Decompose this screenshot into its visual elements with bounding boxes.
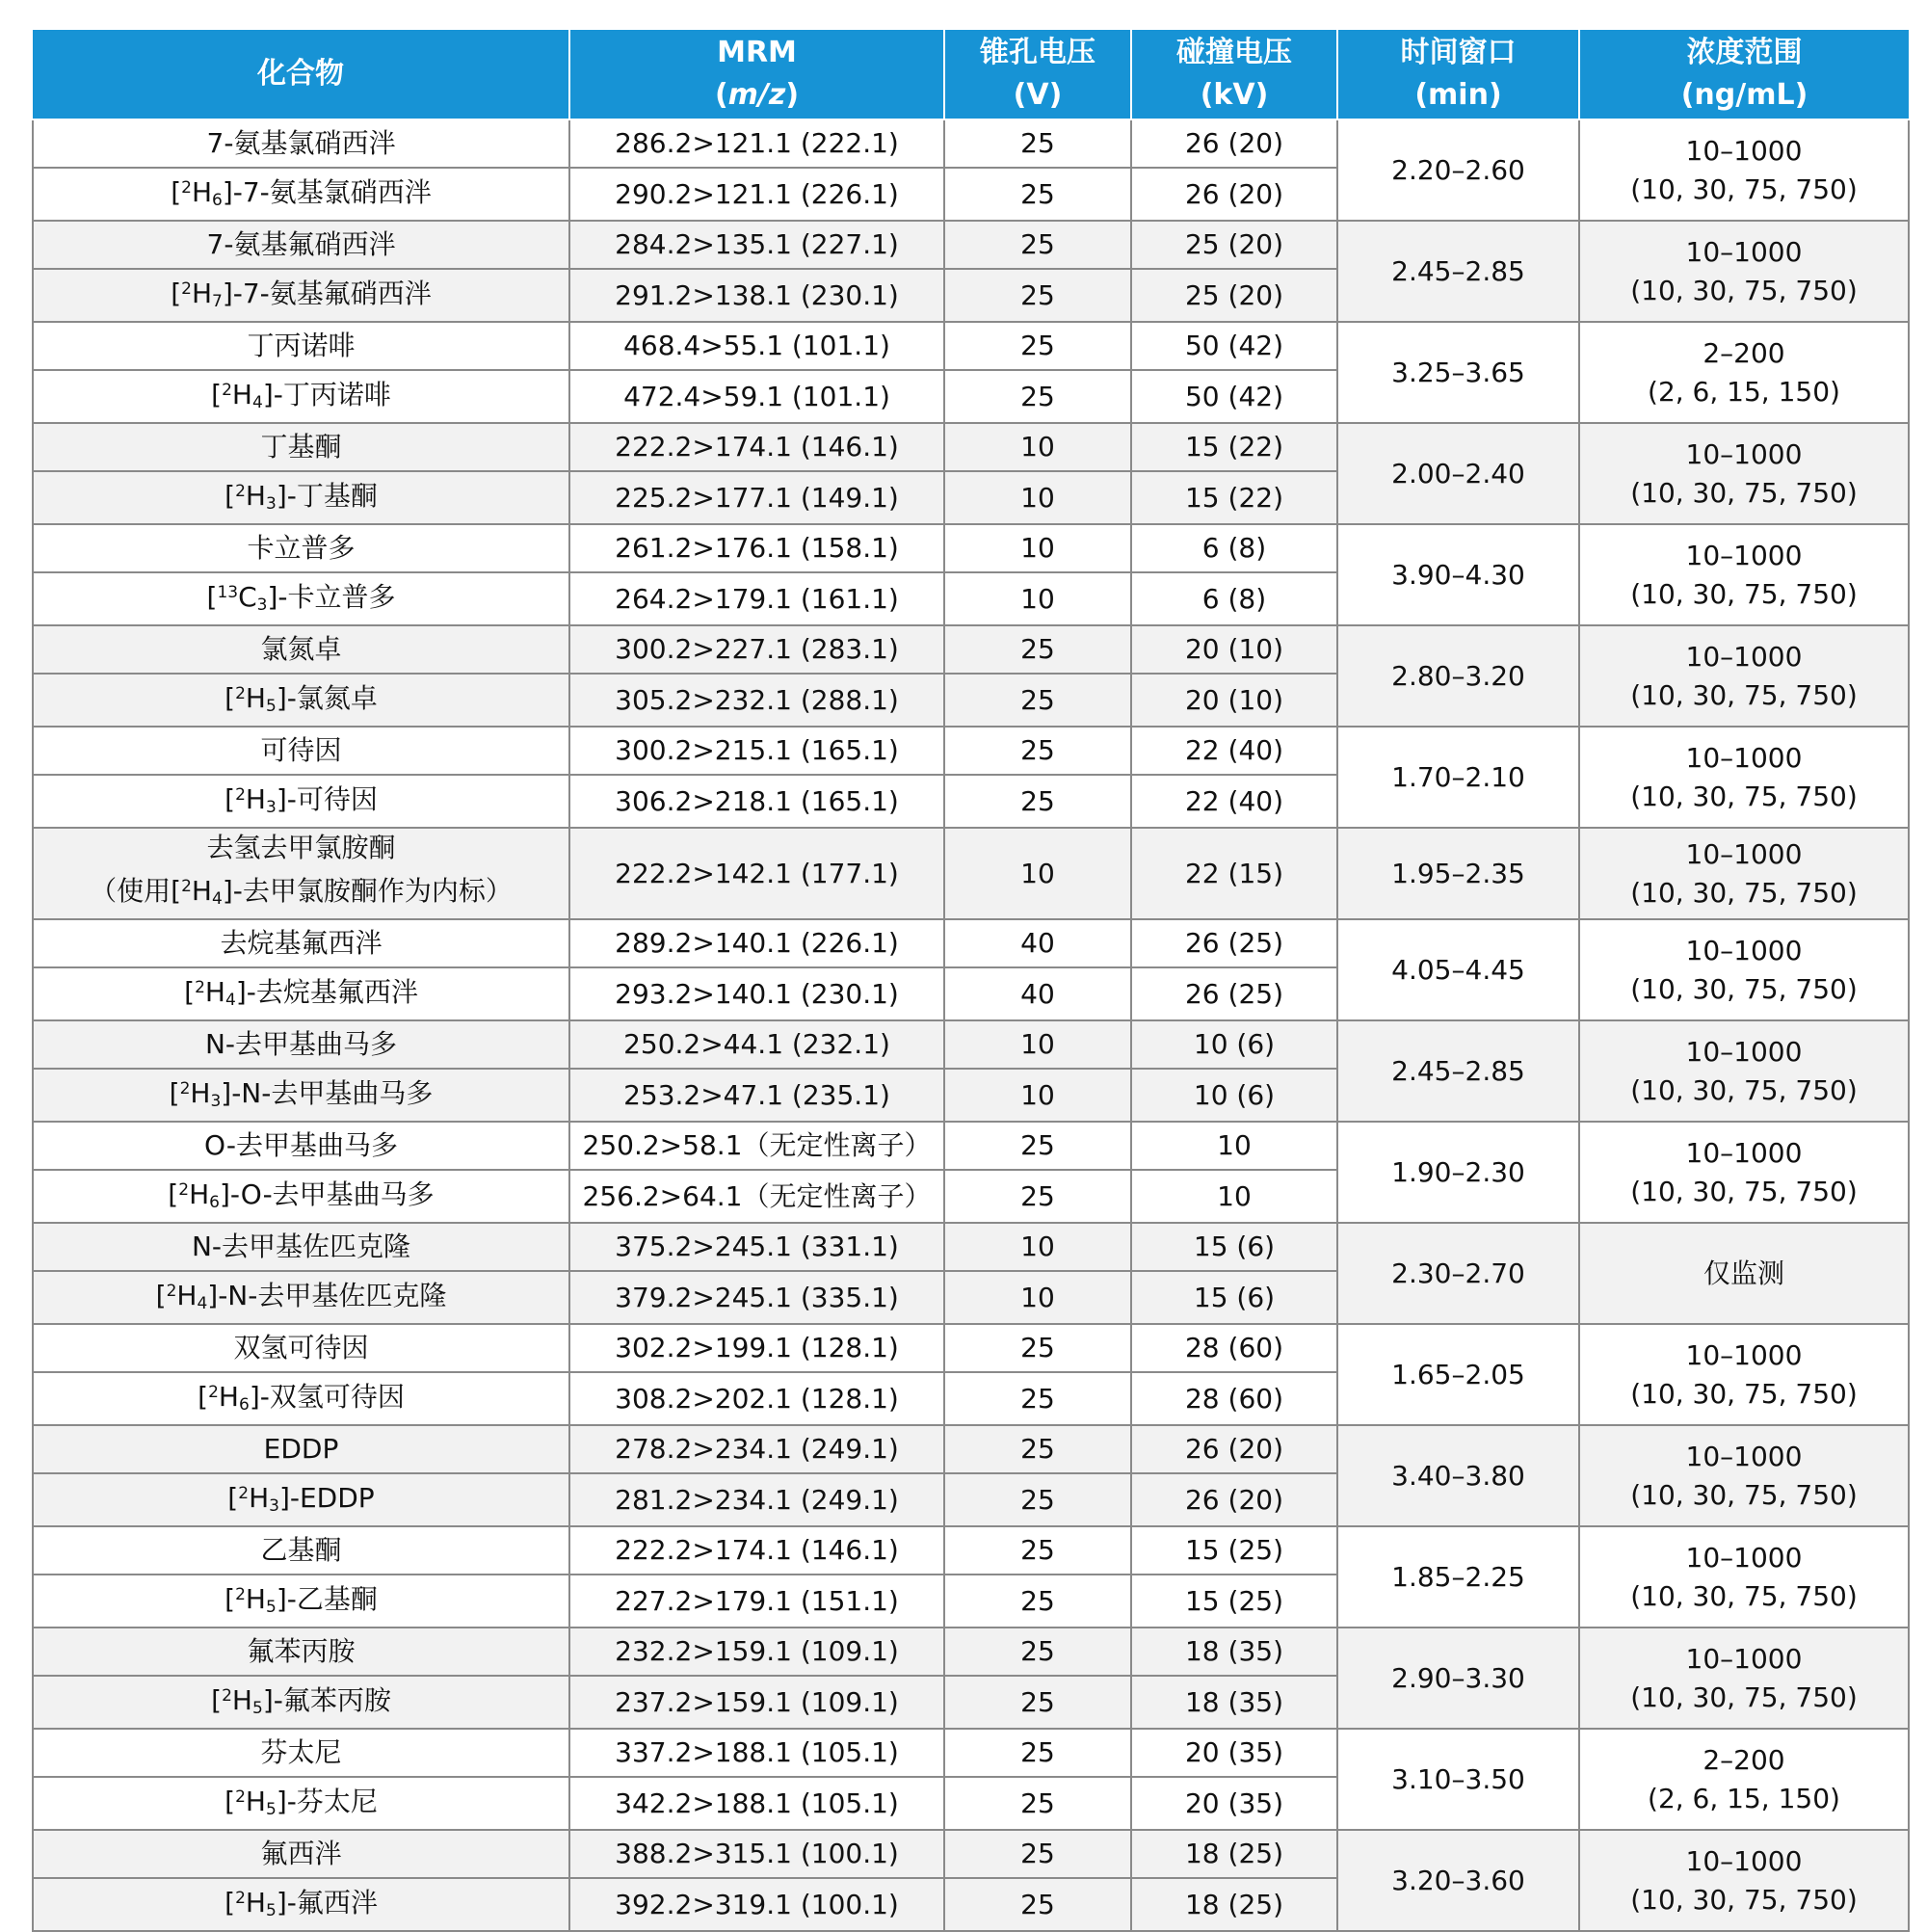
mrm-cell: 308.2>202.1 (128.1) [569,1372,944,1425]
collision-voltage-cell: 15 (6) [1131,1223,1337,1271]
table-body [33,119,1909,1931]
cone-voltage-cell: 25 [944,1777,1131,1830]
compound-cell: $[^2H_4]-$去烷基氟西泮 [33,967,569,1020]
concentration-range-cell: 10–1000 (10, 30, 75, 750) [1579,119,1909,221]
mrm-cell: 256.2>64.1（无定性离子） [569,1170,944,1223]
time-window-cell: 2.45–2.85 [1337,1020,1579,1122]
collision-voltage-cell: 20 (35) [1131,1777,1337,1830]
compound-cell: 7-氨基氯硝西泮 [33,119,569,168]
cone-voltage-cell: 10 [944,423,1131,471]
header-concentration-range: 浓度范围 (ng/mL) [1579,30,1909,119]
table-row [33,625,1909,674]
compound-cell: 氟苯丙胺 [33,1628,569,1676]
time-window-cell: 3.25–3.65 [1337,322,1579,423]
compound-cell: 卡立普多 [33,524,569,572]
table-row [33,1122,1909,1170]
time-window-cell: 1.65–2.05 [1337,1324,1579,1425]
cone-voltage-cell: 25 [944,221,1131,269]
mrm-cell: 222.2>142.1 (177.1) [569,828,944,919]
time-window-cell: 3.10–3.50 [1337,1729,1579,1830]
cone-voltage-cell: 25 [944,775,1131,828]
cone-voltage-cell: 10 [944,524,1131,572]
compound-cell: 去氢去甲氯胺酮 （使用$[^2H_4]-$去甲氯胺酮作为内标） [33,828,569,919]
table-row [33,919,1909,967]
table-row [33,119,1909,168]
cone-voltage-cell: 10 [944,828,1131,919]
mrm-cell: 222.2>174.1 (146.1) [569,1526,944,1575]
mrm-cell: 227.2>179.1 (151.1) [569,1575,944,1628]
concentration-range-cell: 仅监测 [1579,1223,1909,1324]
compound-cell: $[^2H_6]-$双氢可待因 [33,1372,569,1425]
mrm-cell: 300.2>215.1 (165.1) [569,727,944,775]
collision-voltage-cell: 6 (8) [1131,572,1337,625]
compound-cell: 丁基酮 [33,423,569,471]
time-window-cell: 3.90–4.30 [1337,524,1579,625]
collision-voltage-cell: 18 (25) [1131,1830,1337,1878]
mrm-cell: 472.4>59.1 (101.1) [569,370,944,423]
cone-voltage-cell: 25 [944,1628,1131,1676]
compound-cell: $[^2H_3]-$可待因 [33,775,569,828]
table-row [33,1628,1909,1676]
cone-voltage-cell: 10 [944,1020,1131,1069]
collision-voltage-cell: 22 (15) [1131,828,1337,919]
mrm-cell: 293.2>140.1 (230.1) [569,967,944,1020]
compound-cell: 氟西泮 [33,1830,569,1878]
compound-cell: 乙基酮 [33,1526,569,1575]
mrm-cell: 253.2>47.1 (235.1) [569,1069,944,1122]
header-compound: 化合物 [33,30,569,119]
cone-voltage-cell: 25 [944,1729,1131,1777]
cone-voltage-cell: 25 [944,370,1131,423]
concentration-range-cell: 10–1000 (10, 30, 75, 750) [1579,828,1909,919]
mrm-cell: 264.2>179.1 (161.1) [569,572,944,625]
table-row [33,1020,1909,1069]
collision-voltage-cell: 26 (25) [1131,967,1337,1020]
collision-voltage-cell: 28 (60) [1131,1324,1337,1372]
collision-voltage-cell: 15 (22) [1131,471,1337,524]
compound-cell: 丁丙诺啡 [33,322,569,370]
concentration-range-cell: 10–1000 (10, 30, 75, 750) [1579,221,1909,322]
concentration-range-cell: 10–1000 (10, 30, 75, 750) [1579,1122,1909,1223]
table-row [33,1425,1909,1473]
time-window-cell: 2.20–2.60 [1337,119,1579,221]
mrm-cell: 302.2>199.1 (128.1) [569,1324,944,1372]
compound-cell: 7-氨基氟硝西泮 [33,221,569,269]
compound-cell: 可待因 [33,727,569,775]
time-window-cell: 1.70–2.10 [1337,727,1579,828]
time-window-cell: 1.90–2.30 [1337,1122,1579,1223]
time-window-cell: 2.90–3.30 [1337,1628,1579,1729]
compound-cell: 双氢可待因 [33,1324,569,1372]
cone-voltage-cell: 25 [944,727,1131,775]
concentration-range-cell: 10–1000 (10, 30, 75, 750) [1579,1020,1909,1122]
compound-cell: $[^2H_6]-7-$氨基氯硝西泮 [33,168,569,221]
mrm-cell: 237.2>159.1 (109.1) [569,1676,944,1729]
collision-voltage-cell: 10 (6) [1131,1069,1337,1122]
compound-cell: $[^2H_3]-N-$去甲基曲马多 [33,1069,569,1122]
compound-cell: N-去甲基佐匹克隆 [33,1223,569,1271]
mrm-parameters-table [32,30,1910,1932]
mrm-cell: 291.2>138.1 (230.1) [569,269,944,322]
collision-voltage-cell: 15 (6) [1131,1271,1337,1324]
cone-voltage-cell: 25 [944,269,1131,322]
concentration-range-cell: 10–1000 (10, 30, 75, 750) [1579,1830,1909,1931]
table-row [33,1526,1909,1575]
collision-voltage-cell: 10 (6) [1131,1020,1337,1069]
compound-cell: $[^2H_5]-$氟苯丙胺 [33,1676,569,1729]
compound-cell: $[^2H_3]$-EDDP [33,1473,569,1526]
collision-voltage-cell: 15 (22) [1131,423,1337,471]
cone-voltage-cell: 10 [944,1223,1131,1271]
concentration-range-cell: 10–1000 (10, 30, 75, 750) [1579,625,1909,727]
collision-voltage-cell: 18 (35) [1131,1628,1337,1676]
mrm-cell: 286.2>121.1 (222.1) [569,119,944,168]
cone-voltage-cell: 25 [944,1122,1131,1170]
concentration-range-cell: 10–1000 (10, 30, 75, 750) [1579,423,1909,524]
mrm-cell: 300.2>227.1 (283.1) [569,625,944,674]
mrm-cell: 375.2>245.1 (331.1) [569,1223,944,1271]
compound-cell: $[^{13}C_3]-$卡立普多 [33,572,569,625]
time-window-cell: 2.30–2.70 [1337,1223,1579,1324]
mrm-cell: 222.2>174.1 (146.1) [569,423,944,471]
cone-voltage-cell: 25 [944,1526,1131,1575]
cone-voltage-cell: 25 [944,168,1131,221]
cone-voltage-cell: 25 [944,625,1131,674]
concentration-range-cell: 2–200 (2, 6, 15, 150) [1579,322,1909,423]
compound-cell: 氯氮卓 [33,625,569,674]
compound-cell: $[^2H_4]-$丁丙诺啡 [33,370,569,423]
table-row [33,828,1909,919]
cone-voltage-cell: 10 [944,1069,1131,1122]
table-row [33,1324,1909,1372]
mrm-cell: 342.2>188.1 (105.1) [569,1777,944,1830]
collision-voltage-cell: 20 (35) [1131,1729,1337,1777]
header-mrm: MRM (m/z) [569,30,944,119]
concentration-range-cell: 10–1000 (10, 30, 75, 750) [1579,524,1909,625]
cone-voltage-cell: 25 [944,119,1131,168]
time-window-cell: 1.95–2.35 [1337,828,1579,919]
concentration-range-cell: 10–1000 (10, 30, 75, 750) [1579,1628,1909,1729]
collision-voltage-cell: 6 (8) [1131,524,1337,572]
cone-voltage-cell: 25 [944,1425,1131,1473]
cone-voltage-cell: 25 [944,1830,1131,1878]
collision-voltage-cell: 28 (60) [1131,1372,1337,1425]
table-row [33,524,1909,572]
cone-voltage-cell: 40 [944,967,1131,1020]
cone-voltage-cell: 25 [944,1473,1131,1526]
collision-voltage-cell: 15 (25) [1131,1526,1337,1575]
collision-voltage-cell: 18 (35) [1131,1676,1337,1729]
mrm-cell: 281.2>234.1 (249.1) [569,1473,944,1526]
concentration-range-cell: 10–1000 (10, 30, 75, 750) [1579,1324,1909,1425]
compound-cell: $[^2H_4]-N-$去甲基佐匹克隆 [33,1271,569,1324]
cone-voltage-cell: 25 [944,1878,1131,1931]
collision-voltage-cell: 26 (25) [1131,919,1337,967]
collision-voltage-cell: 26 (20) [1131,1425,1337,1473]
collision-voltage-cell: 25 (20) [1131,269,1337,322]
compound-cell: $[^2H_5]-$芬太尼 [33,1777,569,1830]
mrm-cell: 261.2>176.1 (158.1) [569,524,944,572]
collision-voltage-cell: 26 (20) [1131,1473,1337,1526]
table-row [33,727,1909,775]
mrm-cell: 306.2>218.1 (165.1) [569,775,944,828]
concentration-range-cell: 10–1000 (10, 30, 75, 750) [1579,1425,1909,1526]
mrm-cell: 379.2>245.1 (335.1) [569,1271,944,1324]
mrm-cell: 337.2>188.1 (105.1) [569,1729,944,1777]
table-row [33,221,1909,269]
mrm-cell: 289.2>140.1 (226.1) [569,919,944,967]
cone-voltage-cell: 10 [944,471,1131,524]
collision-voltage-cell: 18 (25) [1131,1878,1337,1931]
compound-cell: $[^2H_7]-7-$氨基氟硝西泮 [33,269,569,322]
mrm-cell: 278.2>234.1 (249.1) [569,1425,944,1473]
compound-cell: 芬太尼 [33,1729,569,1777]
table-row [33,423,1909,471]
cone-voltage-cell: 25 [944,322,1131,370]
compound-cell: $[^2H_5]-$氯氮卓 [33,674,569,727]
time-window-cell: 3.20–3.60 [1337,1830,1579,1931]
time-window-cell: 2.00–2.40 [1337,423,1579,524]
concentration-range-cell: 2–200 (2, 6, 15, 150) [1579,1729,1909,1830]
compound-cell: $[^2H_6]-O-$去甲基曲马多 [33,1170,569,1223]
time-window-cell: 2.80–3.20 [1337,625,1579,727]
header-time-window: 时间窗口 (min) [1337,30,1579,119]
table-row [33,1830,1909,1878]
concentration-range-cell: 10–1000 (10, 30, 75, 750) [1579,919,1909,1020]
header-collision-voltage: 碰撞电压 (kV) [1131,30,1337,119]
mrm-cell: 284.2>135.1 (227.1) [569,221,944,269]
cone-voltage-cell: 25 [944,1575,1131,1628]
mrm-cell: 290.2>121.1 (226.1) [569,168,944,221]
concentration-range-cell: 10–1000 (10, 30, 75, 750) [1579,727,1909,828]
collision-voltage-cell: 10 [1131,1170,1337,1223]
mrm-cell: 388.2>315.1 (100.1) [569,1830,944,1878]
header-row [33,30,1909,119]
mrm-cell: 225.2>177.1 (149.1) [569,471,944,524]
cone-voltage-cell: 10 [944,572,1131,625]
cone-voltage-cell: 10 [944,1271,1131,1324]
collision-voltage-cell: 22 (40) [1131,775,1337,828]
collision-voltage-cell: 50 (42) [1131,322,1337,370]
mrm-cell: 392.2>319.1 (100.1) [569,1878,944,1931]
compound-cell: EDDP [33,1425,569,1473]
time-window-cell: 3.40–3.80 [1337,1425,1579,1526]
time-window-cell: 2.45–2.85 [1337,221,1579,322]
mrm-cell: 232.2>159.1 (109.1) [569,1628,944,1676]
collision-voltage-cell: 22 (40) [1131,727,1337,775]
collision-voltage-cell: 20 (10) [1131,625,1337,674]
collision-voltage-cell: 10 [1131,1122,1337,1170]
cone-voltage-cell: 40 [944,919,1131,967]
concentration-range-cell: 10–1000 (10, 30, 75, 750) [1579,1526,1909,1628]
cone-voltage-cell: 25 [944,1170,1131,1223]
table-row [33,322,1909,370]
collision-voltage-cell: 26 (20) [1131,168,1337,221]
collision-voltage-cell: 26 (20) [1131,119,1337,168]
mrm-cell: 468.4>55.1 (101.1) [569,322,944,370]
table-row [33,1223,1909,1271]
compound-cell: $[^2H_5]-$乙基酮 [33,1575,569,1628]
time-window-cell: 1.85–2.25 [1337,1526,1579,1628]
mrm-cell: 305.2>232.1 (288.1) [569,674,944,727]
time-window-cell: 4.05–4.45 [1337,919,1579,1020]
compound-cell: 去烷基氟西泮 [33,919,569,967]
compound-cell: $[^2H_3]-$丁基酮 [33,471,569,524]
compound-cell: O-去甲基曲马多 [33,1122,569,1170]
cone-voltage-cell: 25 [944,1372,1131,1425]
table-row [33,1729,1909,1777]
cone-voltage-cell: 25 [944,1324,1131,1372]
cone-voltage-cell: 25 [944,674,1131,727]
header-cone-voltage: 锥孔电压 (V) [944,30,1131,119]
collision-voltage-cell: 15 (25) [1131,1575,1337,1628]
collision-voltage-cell: 20 (10) [1131,674,1337,727]
collision-voltage-cell: 25 (20) [1131,221,1337,269]
cone-voltage-cell: 25 [944,1676,1131,1729]
mrm-cell: 250.2>44.1 (232.1) [569,1020,944,1069]
compound-cell: N-去甲基曲马多 [33,1020,569,1069]
collision-voltage-cell: 50 (42) [1131,370,1337,423]
compound-cell: $[^2H_5]-$氟西泮 [33,1878,569,1931]
mrm-cell: 250.2>58.1（无定性离子） [569,1122,944,1170]
